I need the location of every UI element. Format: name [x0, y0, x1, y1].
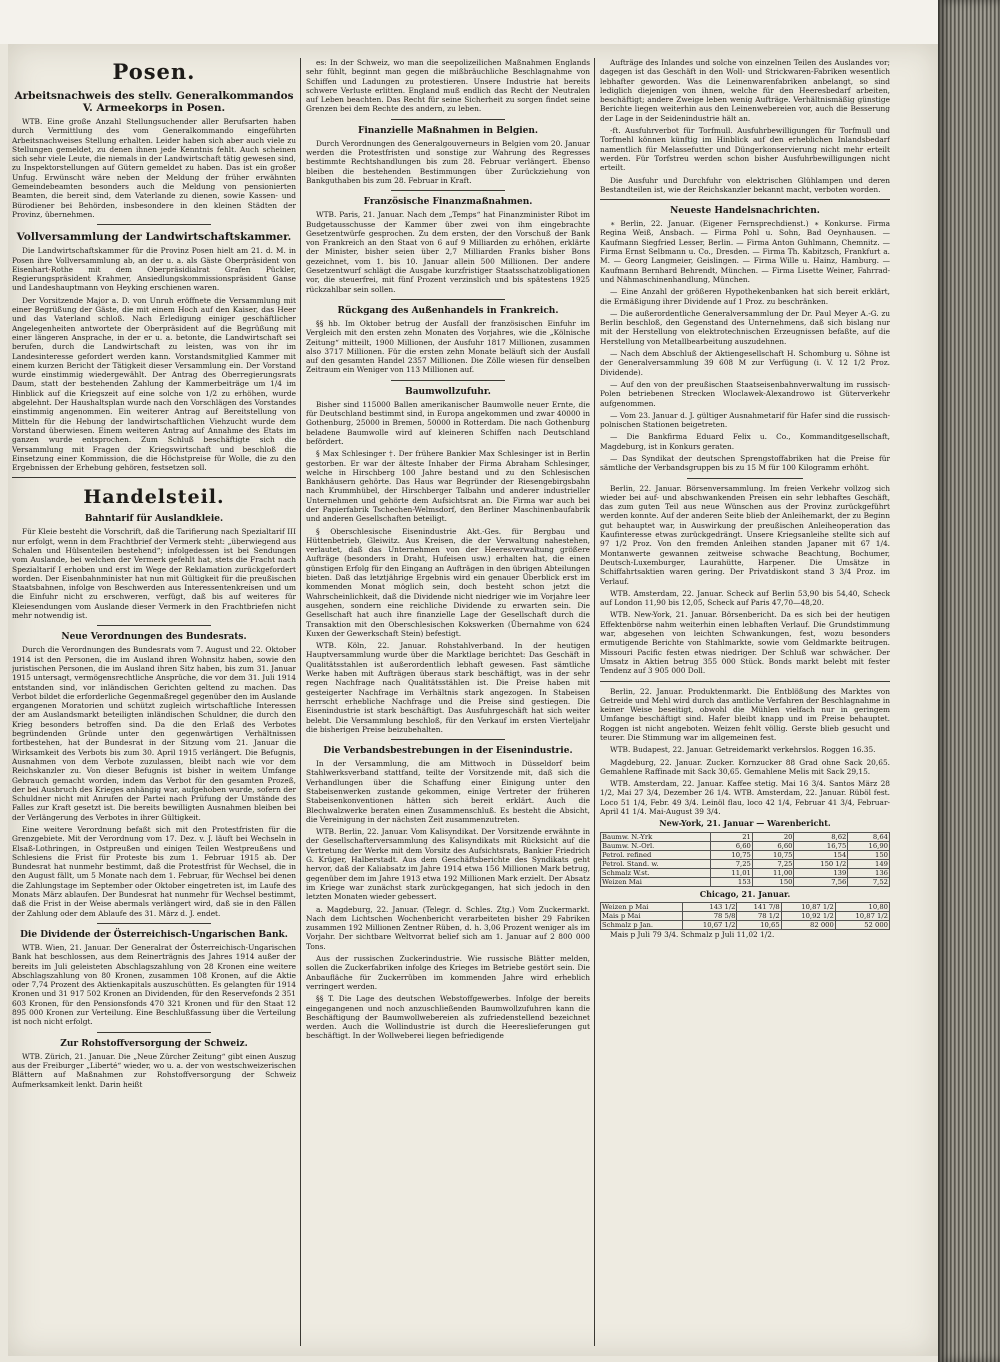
article-text: Durch Verordnungen des Generalgouverneurs in Belgien vom 20. Januar werden die Protestfristen und sonstige zur Wahrung des Regresses bestimmte Rechtshandlungen bis zum 28. Februar verlängert. Ebenso bleiben die bestehenden Bestimmungen über Zurückziehung von Bankguthaben bis zum 28. Februar in Kraft.	[306, 138, 590, 185]
article-text: WTB. Amsterdam, 22. Januar. Kaffee stetig. Mai 16 3/4. Santos März 28 1/2, Mai 27 3/4, Dezember 26 1/4. WTB. Amsterdam, 22. Januar. Rüböl fest. Loco 51 1/4, Febr. 49 3/4. Leinöl flau, loco 42 1/4, Februar 41 3/4, Februar-April 41 1/4. Mai-August 39 3/4.	[600, 779, 890, 817]
table-cell: 16,90	[848, 841, 890, 850]
table-cell: 154	[794, 850, 848, 859]
divider	[97, 224, 211, 225]
headline: Baumwollzufuhr.	[405, 386, 491, 397]
article-text: WTB. Köln, 22. Januar. Rohstahlverband. In der heutigen Hauptversammlung wurde über die Marktlage berichtet: Das Geschäft in Qualitätsstahlen ist außerordentlich lebhaft gewesen. Fast sämtliche Werke haben mit Aufträgen überaus stark beschäftigt, was in der sehr regen Nachfrage nach Qualitätsstählen ist. Die Preise haben mit gesteigerter Nachfrage im Verhältnis stark angezogen. In Stabeisen herrscht erhebliche Nachfrage und die Preise sind gestiegen. Die Eisenindustrie ist stark beschäftigt. Das Ausfuhrgeschäft hat sich weiter belebt. Die Versammlung beschloß, für den Verkauf im ersten Vierteljahr die bisherigen Preise beizubehalten.	[306, 641, 590, 734]
table-row	[601, 902, 890, 911]
divider	[687, 478, 803, 479]
divider	[391, 190, 505, 191]
column-left	[12, 58, 296, 1346]
article-text: § Max Schlesinger †. Der frühere Bankier Max Schlesinger ist in Berlin gestorben. Er war der älteste Inhaber der Firma Abraham Schlesinger, welche in Hirschberg 100 Jahre bestand und zu den Schlesischen Bankhäusern gehörte. Das Haus war Begründer der Riesengebirgsbahn nach Krummhübel, der Hirschberger Talbahn und anderer industrieller Unternehmen und gehörte dem Aufsichtsrat an. Die Firma war auch bei der Papierfabrik Tschechen-Welmsdorf, den Berliner Maschinenbaufabrik und anderen Gesellschaften beteiligt.	[306, 449, 590, 524]
article-text: Für Kleie besteht die Vorschrift, daß die Tarifierung nach Spezialtarif III nur erfolgt, wenn in dem Frachtbrief der Vermerk steht: „überwiegend aus Schalen und Hülsenteilen bestehend“; infolgedessen ist bei Sendungen vom Auslande, bei welchen der Vermerk gefehlt hat, stets die Fracht nach Spezialtarif I erhoben und erst im Wege der Reklamation zurückgefordert worden. Der Eisenbahnminister hat nun mit Gültigkeit für die preußischen Staatsbahnen, infolge von Beschwerden aus Interessentenkreisen und um die Einfuhr nicht zu erschweren, verfügt, daß bis auf weiteres für Kleiesendungen vom Auslande dieser Vermerk in den Frachtbriefen nicht mehr notwendig ist.	[12, 527, 296, 621]
article-text: — Nach dem Abschluß der Aktiengesellschaft H. Schomburg u. Söhne ist der Generalversammlung 39 608 M zur Verfügung (i. V. 12 1/2 Proz. Dividende).	[600, 349, 890, 377]
table-cell: 149	[848, 859, 890, 868]
table-cell: 10,75	[752, 850, 794, 859]
divider	[97, 625, 211, 626]
article-text: Bisher sind 115000 Ballen amerikanischer Baumwolle neuer Ernte, die für Deutschland bestimmt sind, in Europa angekommen und zwar 40000 in Gothenburg, 25000 in Bremen, 50000 in Rotterdam. Die nach Gothenburg beladene Baumwolle wird auf kleineren Schiffen nach Deutschland befördert.	[306, 399, 590, 446]
table-cell: 141 7/8	[737, 902, 781, 911]
article-text: WTB. Amsterdam, 22. Januar. Scheck auf Berlin 53,90 bis 54,40, Scheck auf London 11,90 bis 12,05, Scheck auf Paris 47,70—48,20.	[600, 588, 890, 608]
article-text: — Eine Anzahl der größeren Hypothekenbanken hat sich bereit erklärt, die Ermäßigung ihrer Dividende auf 1 Proz. zu beschränken.	[600, 287, 890, 306]
article-text: Eine weitere Verordnung befaßt sich mit den Protestfristen für die Grenzgebiete. Mit der Verordnung vom 17. Dez. v. J. läuft bei Wechseln in Elsaß-Lothringen, in Ostpreußen und einigen Teilen Westpreußens und Schlesiens die Frist für Proteste bis zum 1. Februar 1915 ab. Der Bundesrat hat nunmehr bestimmt, daß die Protestfrist für Wechsel, die in den August fällt, um 5 Monate nach dem 1. Februar, für Wechsel bei denen die Zahlungstage im September oder Oktober eingetreten ist, im Laufe des Monats März ablaufen. Der Bundesrat hat nunmehr für Wechsel bestimmt, daß die Frist in der Weise abermals verlängert wird, daß sie in den Fällen der Zahlung oder dem Ablaufe des 31. März d. J. endet.	[12, 825, 296, 918]
headline: Die Verbandsbestrebungen in der Eisenindustrie.	[323, 746, 573, 757]
article-text: -ft. Ausfuhrverbot für Torfmull. Ausfuhrbewilligungen für Torfmull und Torfmehl können künftig im Hinblick auf den erheblichen Inlandsbedarf namentlich für Melassefutter und Düngerkonservierung nicht mehr erteilt werden. Für Torfstreu werden schon bisher Ausfuhrbewilligungen nicht erteilt.	[600, 126, 890, 173]
column-middle	[306, 58, 590, 1346]
article-text: es: In der Schweiz, wo man die seepolizeilichen Maßnahmen Englands sehr fühlt, beginnt man gegen die mißbräuchliche Beschlagnahme von Schiffen und Ladungen zu protestieren. Unsere Industrie hat bereits schwere Verluste erlitten. England muß endlich das Recht der Neutralen auf Leben beachten. Das Recht für seine Sicherheit zu sorgen findet seine Grenzen bei dem Rechte des andern, zu leben.	[306, 58, 590, 114]
article-text: WTB. Zürich, 21. Januar. Die „Neue Zürcher Zeitung“ gibt einen Auszug aus der Freiburger „Liberté“ wieder, wo u. a. der von westschweizerischen Blättern auf Maßnahmen zur Rohstoffversorgung der Schweiz Aufmerksamkeit lenkt. Darin heißt	[12, 1051, 296, 1089]
headline: Die Dividende der Österreichisch-Ungarischen Bank.	[20, 929, 288, 940]
table-cell: 6,60	[711, 841, 753, 850]
article-text: — Auf den von der preußischen Staatseisenbahnverwaltung im russisch-Polen betriebenen Strecken Wloclawek-Alexandrowo ist Güterverkehr aufgenommen.	[600, 379, 890, 408]
article-text: a. Magdeburg, 22. Januar. (Telegr. d. Schles. Ztg.) Vom Zuckermarkt. Nach dem Lichtschen Wochenbericht verarbeiteten bisher 29 Fabriken zusammen 192 Millionen Zentner Rüben, d. h. 3,06 Prozent weniger als im Vorjahr. Der sichtbare Weltvorrat belief sich am 1. Januar auf 2 800 000 Tons.	[306, 904, 590, 951]
table-cell: 78 5/8	[683, 911, 737, 920]
table-cell: Petrol. Stand. w.	[601, 859, 711, 868]
table-cell: Petrol. refined	[601, 850, 711, 859]
headline: Französische Finanzmaßnahmen.	[363, 197, 533, 208]
market-table-title: New-York, 21. Januar — Warenbericht.	[659, 818, 831, 829]
column-right	[600, 58, 890, 1346]
table-cell: 139	[794, 868, 848, 877]
table-cell: Schmalz W.st.	[601, 868, 711, 877]
article-text: § Oberschlesische Eisenindustrie Akt.-Ges. für Bergbau und Hüttenbetrieb, Gleiwitz. Aus Kreisen, die der Verwaltung nahestehen, verlautet, daß das Unternehmen von der Heeresverwaltung größere Aufträge (besonders in Draht, Hufeisen usw.) erhalten hat, die einen günstigen Erfolg für den Eingang an Aufträgen in den übrigen Abteilungen bieten. Daß das letztjährige Ergebnis wird ein genauer Überblick erst im kommenden Monat möglich sein, doch besteht schon jetzt die Wahrscheinlichkeit, daß die Dividende nicht niedriger wie im Vorjahre leer ausgehen, sondern eine reichliche Dividende zu erwarten sein. Die Gesellschaft hat auch ihre finanzielle Lage der Gesellschaft durch die Transaktion mit den Oberschlesischen Kokswerken (Übernahme von 624 Kuxen der Gewerkschaft Stein) befestigt.	[306, 526, 590, 638]
headline: Bahntarif für Auslandkleie.	[84, 514, 224, 525]
table-cell: Schmalz p Jan.	[601, 920, 683, 929]
article-text: Durch die Verordnungen des Bundesrats vom 7. August und 22. Oktober 1914 ist den Personen, die im Ausland ihren Wohnsitz haben, sowie den juristischen Personen, die im Ausland ihren Sitz haben, bis zum 31. Januar 1915 untersagt, vermögensrechtliche Ansprüche, die vor dem 31. Juli 1914 entstanden sind, vor inländischen Gerichten geltend zu machen. Das Verbot bildet die erforderliche Gegenmaßregel gegenüber den im Auslande ergangenen Moratorien und schützt zugleich wirtschaftliche Interessen der am Auslandsmarkt beteiligten inländischen Schuldner, die durch den Krieg besonders betroffen sind. Da die den Erlaß des Verbotes begründenden Gründe unter den gegenwärtigen Verhältnissen fortbestehen, hat der Bundesrat in der Sitzung vom 21. Januar die Wirksamkeit des Verbots bis zum 30. April 1915 verlängert. Die Befugnis, Ausnahmen von dem Verbote zuzulassen, bleibt nach wie vor dem Reichskanzler zu. Von dieser Befugnis ist bisher in weitem Umfange Gebrauch gemacht worden, indem das Verbot für den gesamten Prozeß, der bei Ausbruch des Krieges anhängig war, aufgehoben wurde, sofern der Schuldner nicht mit Anrufen der Partei nach Prüfung der Umstände des Falles zur Kraft gesetzt ist. Die bereits bewilligten Ausnahmen bleiben bei der Verlängerung des Verbotes in ihrer Gültigkeit.	[12, 645, 296, 822]
section-title-posen: Posen.	[112, 59, 196, 84]
table-cell: 6,60	[752, 841, 794, 850]
article-text: Die Ausfuhr und Durchfuhr von elektrischen Glühlampen und deren Bestandteilen ist, wie der Reichskanzler bekannt macht, verboten worden.	[600, 175, 890, 194]
table-cell: 143 1/2	[683, 902, 737, 911]
table-cell: Weizen Mai	[601, 877, 711, 886]
article-text: ∗ Berlin, 22. Januar. (Eigener Fernsprechdienst.) ∗ Konkurse. Firma Regina Weiß, Ansbach. — Firma Pohl u. Sohn, Bad Oeynhausen. — Kaufmann Siegfried Lesser, Berlin. — Firma Anton Guhlmann, Chemnitz. — Firma Ernst Selbmann u. Co., Dresden. — Firma Th. Kabitzsch, Frankfurt a. M. — Georg Langmeier, Geislingen. — Firma Wille u. Hainz, Hamburg. — Kaufmann Bernhard Behrendt, München. — Firma Lisette Weiner, Fahrrad- und Nähmaschinenhandlung, München.	[600, 219, 890, 284]
article-text: WTB. Berlin, 22. Januar. Vom Kalisyndikat. Der Vorsitzende erwähnte in der Gesellschafterversammlung des Kalisyndikats mit Rücksicht auf die Vertretung der Werke mit dem Vorsitz des Aufsichtsrats, Bankier Friedrich G. Krüger, Halberstadt. Aus dem Geschäftsberichte des Syndikats geht hervor, daß der Kaliabsatz im Jahre 1914 etwa 156 Millionen Mark betrug, gegenüber dem im Jahre 1913 etwa 192 Millionen Mark erzielt. Der Absatz im Kriege war zunächst stark zurückgegangen, hat sich jedoch in den letzten Monaten wieder gebessert.	[306, 827, 590, 902]
column-rule	[300, 58, 301, 1346]
article-text: — Das Syndikat der deutschen Sprengstoffabriken hat die Preise für sämtliche der Verbandsgruppen bis zu 15 M für 100 Kilogramm erhöht.	[600, 453, 890, 473]
table-cell: 10,87 1/2	[835, 911, 889, 920]
table-cell: 7,52	[848, 877, 890, 886]
market-table	[600, 902, 890, 930]
table-cell: Mais p Mai	[601, 911, 683, 920]
market-table	[600, 832, 890, 887]
table-row	[601, 850, 890, 859]
article-text: WTB. Budapest, 22. Januar. Getreidemarkt verkehrslos. Roggen 16.35.	[610, 745, 876, 755]
table-cell: 8,62	[794, 832, 848, 841]
table-cell: 7,56	[794, 877, 848, 886]
article-text: Der Vorsitzende Major a. D. von Unruh eröffnete die Versammlung mit einer Begrüßung der Gäste, die mit einem Hoch auf den Kaiser, das Heer und das Vaterland schloß. Nach Erledigung einiger geschäftlicher Angelegenheiten antwortete der Oberpräsident auf die Begrüßung mit einer längeren Ansprache, in der er u. a. betonte, die Landwirtschaft sei berufen, durch die Landwirtschaft zu leisten, was von ihr im Landesinteresse gefordert werden kann. Vorstandsmitglied Kammer mit einem kurzen Bericht der Tätigkeit dieser Versammlung ein. Der Vorstand wurde einstimmig wiedergewählt. Der Antrag des Oberregierungsrats Daum, statt der bestehenden Zahlung der Kammerbeiträge um 1/4 im Hinblick auf die Kriegszeit auf eine solche von 1/2 zu erhöhen, wurde abgelehnt. Der Haushaltsplan wurde nach den Vorschlägen des Vorstandes einstimmig angenommen. Ein weiterer Antrag auf Bereitstellung von Mitteln für die Hebung der landwirtschaftlichen Viehzucht wurde dem Vorstand überwiesen. Einem weiteren Antrag auf Annahme des Etats im ganzen wurde entsprochen. Zum Schluß beschäftigte sich die Versammlung mit Fragen der Kriegswirtschaft und beschloß die Einsetzung einer Kommission, die die Höchstpreise für Wolle, die zu den Ergebnissen der Erhebung gehören, festsetzen soll.	[12, 295, 296, 473]
table-row	[601, 920, 890, 929]
article-text: Mais p Juli 79 3/4. Schmalz p Juli 11,02 1/2.	[610, 929, 775, 939]
newspaper-page	[8, 44, 938, 1356]
divider	[391, 380, 505, 381]
table-cell: Baumw. N.-Yrk	[601, 832, 711, 841]
table-cell: 10,92 1/2	[781, 911, 835, 920]
article-text: §§ hb. Im Oktober betrug der Ausfall der französischen Einfuhr im Vergleich mit den ersten zehn Monaten des Vorjahres, wie die „Kölnische Zeitung“ mitteilt, 1900 Millionen, der Ausfuhr 1817 Millionen, zusammen also 3717 Millionen. Für die ersten zehn Monate beläuft sich der Ausfall auf den gesamten Handel 2357 Millionen. Die Zölle wiesen für denselben Zeitraum ein Weniger von 113 Millionen auf.	[306, 318, 590, 375]
headline: Vollversammlung der Landwirtschaftskammer.	[16, 231, 292, 244]
article-text: WTB. Wien, 21. Januar. Der Generalrat der Österreichisch-Ungarischen Bank hat beschlossen, aus dem Reinerträgnis des Jahres 1914 außer der bereits im Juli geleisteten Abschlagszahlung von 28 Kronen eine weitere Abschlagszahlung von 80 Kronen, zusammen 108 Kronen, auf die Aktie oder 7,74 Prozent des Aktienkapitals auszuschütten. Es gelangten für 1914 Kronen und 31 917 502 Kronen an Dividenden, für den Reservefonds 2 351 603 Kronen, für den Pensionsfonds 470 321 Kronen und für den Staat 12 895 000 Kronen zur Verteilung. Eine Beschlußfassung über die Verteilung ist noch nicht erfolgt.	[12, 942, 296, 1027]
divider	[600, 681, 890, 682]
table-cell: 11,01	[711, 868, 753, 877]
table-cell: 11,00	[752, 868, 794, 877]
table-cell: 150 1/2	[794, 859, 848, 868]
table-cell: 153	[711, 877, 753, 886]
divider	[391, 739, 505, 740]
article-text: Berlin, 22. Januar. Produktenmarkt. Die Entblößung des Marktes von Getreide und Mehl wird durch das amtliche Verfahren der Beschlagnahme in keiner Weise beseitigt, obwohl die Mühlen vielfach nur in geringem Umfange beschäftigt sind. Hafer bleibt knapp und im Preise behauptet. Roggen ist nicht angeboten. Weizen fehlt völlig. Gerste blieb gesucht und teurer. Die Stimmung war im allgemeinen fest.	[600, 686, 890, 742]
table-row	[601, 911, 890, 920]
table-cell: 7,25	[752, 859, 794, 868]
table-cell: 150	[752, 877, 794, 886]
table-cell: 21	[711, 832, 753, 841]
table-cell: 10,75	[711, 850, 753, 859]
article-text: — Die Bankfirma Eduard Felix u. Co., Kommanditgesellschaft, Magdeburg, ist in Konkurs geraten.	[600, 432, 890, 451]
table-row	[601, 859, 890, 868]
book-binding-edge	[938, 0, 1000, 1362]
table-cell: 16,75	[794, 841, 848, 850]
headline: Neue Verordnungen des Bundesrats.	[61, 632, 247, 643]
table-cell: 150	[848, 850, 890, 859]
table-cell: 7,25	[711, 859, 753, 868]
article-text: §§ T. Die Lage des deutschen Webstoffgewerbes. Infolge der bereits eingegangenen und noch anzuschließenden Baumwollzufuhren kann die Beschäftigung der Baumwollwebereien als zufriedenstellend bezeichnet werden. Auch die Wollindustrie ist durch die Heereslieferungen gut beschäftigt. In der Wollweberei liegen befriedigende	[306, 994, 590, 1041]
headline: Arbeitsnachweis des stellv. Generalkommandos V. Armeekorps in Posen.	[14, 90, 294, 114]
column-rule	[594, 58, 595, 1346]
headline: Zur Rohstoffversorgung der Schweiz.	[60, 1038, 248, 1049]
divider	[600, 199, 890, 200]
divider	[12, 477, 296, 478]
article-text: Die Landwirtschaftskammer für die Provinz Posen hielt am 21. d. M. in Posen ihre Vollversammlung ab, an der u. a. als Gäste Oberpräsident von Eisenhart-Rothe mit dem Oberpräsidialrat Grafen Pückler, Regierungspräsident Krahmer, Ansiedlungskommissionspräsident Ganse und Landeshauptmann von Heyking erschienen waren.	[12, 246, 296, 293]
article-text: Berlin, 22. Januar. Börsenversammlung. Im freien Verkehr vollzog sich wieder bei auf- und abschwankenden Preisen ein sehr lebhaftes Geschäft, das zum guten Teil aus neue Wünschen aus der Provinz zurückgeführt werden konnte. Auf der anderen Seite blieb der Anleihemarkt, der zu Beginn gut behauptet war, in Auswirkung der preußischen Anleiheoperation das Kaufinteresse etwas zurückgedrängt. Unsere Kriegsanleihe stellte sich auf 97 1/2 Proz. Von den fremden Anleihen standen Japaner mit 67 1/4. Montanwerte gewannen zeitweise schwache Beachtung, Bochumer, Deutsch-Luxemburger, Laurahütte, Harpener. Die Umsätze in Schiffahrtsaktien waren gering. Der Privatdiskont stand 3 3/4 Proz. im Verlauf.	[600, 483, 890, 586]
table-cell: 10,67 1/2	[683, 920, 737, 929]
table-cell: 136	[848, 868, 890, 877]
article-text: Magdeburg, 22. Januar. Zucker. Kornzucker 88 Grad ohne Sack 20,65. Gemahlene Raffinade mit Sack 30,65. Gemahlene Melis mit Sack 29,15.	[600, 757, 890, 776]
divider	[391, 299, 505, 300]
market-table-title: Chicago, 21. Januar.	[699, 888, 791, 899]
divider	[391, 119, 505, 120]
table-cell: Baumw. N.-Orl.	[601, 841, 711, 850]
article-text: — Vom 23. Januar d. J. gültiger Ausnahmetarif für Hafer sind die russisch-polnischen Stationen beigetreten.	[600, 410, 890, 430]
top-margin	[0, 0, 938, 44]
article-text: WTB. Eine große Anzahl Stellungsuchender aller Berufsarten haben durch Vermittlung des vom Generalkommando eingeführten Arbeitsnachweises Stellung erhalten. Leider haben sich aber auch viele zu Stellungen gemeldet, zu denen ihnen jede Kenntnis fehlt. Auch scheinen sich sehr viele Leute, die niemals in der Landwirtschaft tätig gewesen sind, zu Inspektorstellungen auf Gütern gemeldet zu haben. Das ist ein großer Unfug. Erwünscht wäre neben der Meldung der früher erwähnten Gemeindebeamten besonders auch die Meldung von pensionierten Beamten, die bereit sind, dem Vaterlande zu dienen, sowie Kassen- und Bürodiener bei Behörden, insbesondere in den kleinen Städten der Provinz, übernehmen.	[12, 117, 296, 219]
headline: Neueste Handelsnachrichten.	[670, 206, 820, 217]
table-cell: 10,65	[737, 920, 781, 929]
table-cell: 82 000	[781, 920, 835, 929]
table-row	[601, 868, 890, 877]
table-cell: 8,64	[848, 832, 890, 841]
table-cell: 10,80	[835, 902, 889, 911]
article-text: WTB. Paris, 21. Januar. Nach dem „Temps“ hat Finanzminister Ribot im Budgetausschusse der Kammer über zwei von ihm eingebrachte Gesetzentwürfe gesprochen. Zu dem ersten, der den Vorschuß der Bank von Frankreich an den Staat von 6 auf 9 Milliarden zu erhöhen, erklärte der Minister, bisher seien über 2,7 Milliarden Franks bisher Bons gezeichnet, vom 1. bis 10. Januar allein 500 Millionen. Der andere Gesetzentwurf schlägt die Ausgabe kurzfristiger Staatsschatzobligationen vor, die steuerfrei, mit fünf Prozent verzinslich und bis spätestens 1925 rückzahlbar sein sollen.	[306, 210, 590, 294]
table-row	[601, 877, 890, 886]
article-text: Aufträge des Inlandes und solche von einzelnen Teilen des Auslandes vor; dagegen ist das Geschäft in den Woll- und Strickwaren-Fabriken wesentlich lebhafter geworden. Was die Leinenwarenfabriken anbelangt, so sind lediglich diejenigen von ihnen, welche für den Heeresbedarf arbeiten, beschäftigt; andere Zweige leben wenig Aufträge. Verhältnismäßig günstige Berichte liegen weiterhin aus den Leinenwebereien vor, auch die Besserung der Lage in der Seidenindustrie hält an.	[600, 58, 890, 123]
table-cell: Weizen p Mai	[601, 902, 683, 911]
section-title-handelsteil: Handelsteil.	[83, 486, 225, 509]
article-text: — Die außerordentliche Generalversammlung der Dr. Paul Meyer A.-G. zu Berlin beschloß, den Gegenstand des Unternehmens, daß sich bislang nur mit der Herstellung von elektrotechnischen Erzeugnissen befaßte, auf die Herstellung von Metallbearbeitung auszudehnen.	[600, 308, 890, 346]
divider	[97, 1032, 211, 1033]
table-cell: 10,87 1/2	[781, 902, 835, 911]
article-text: Aus der russischen Zuckerindustrie. Wie russische Blätter melden, sollen die Zuckerfabriken infolge des Krieges im Betriebe gestört sein. Die Anbaufläche für Zuckerrüben im kommenden Jahre wird erheblich verringert werden.	[306, 954, 590, 991]
article-text: WTB. New-York, 21. Januar. Börsenbericht. Da es sich bei der heutigen Effektenbörse nahm weiterhin einen lebhaften Verlauf. Die Grundstimmung war, abgesehen von leichten Schwankungen, fest, wozu besonders ermutigende Berichte von Stahlmarkte, sowie vom Geldmarkte beitrugen. Missouri Pacific festen etwas niedriger. Der Schluß war schwächer. Der Umsatz in Aktien betrug 355 000 Stück. Bonds markt belebt mit fester Tendenz auf 3 905 000 Doll.	[600, 610, 890, 676]
table-cell: 20	[752, 832, 794, 841]
table-cell: 52 000	[835, 920, 889, 929]
table-row	[601, 832, 890, 841]
headline: Rückgang des Außenhandels in Frankreich.	[337, 305, 559, 316]
table-row	[601, 841, 890, 850]
article-text: In der Versammlung, die am Mittwoch in Düsseldorf beim Stahlwerksverband stattfand, teilte der Vorsitzende mit, daß sich die Verhandlungen über die Schaffung einer Einigung unter den Stabeisenwerken zustande gekommen, einige Vertreter der früheren Stabeisenkonventionen hätten sich bereit erklärt. Auch die Blechwalzwerke beraten einen Zusammenschluß. Es besteht die Absicht, die Vereinigung in der nächsten Zeit zusammenzutreten.	[306, 759, 590, 824]
divider	[97, 923, 211, 924]
headline: Finanzielle Maßnahmen in Belgien.	[357, 125, 539, 136]
table-cell: 78 1/2	[737, 911, 781, 920]
